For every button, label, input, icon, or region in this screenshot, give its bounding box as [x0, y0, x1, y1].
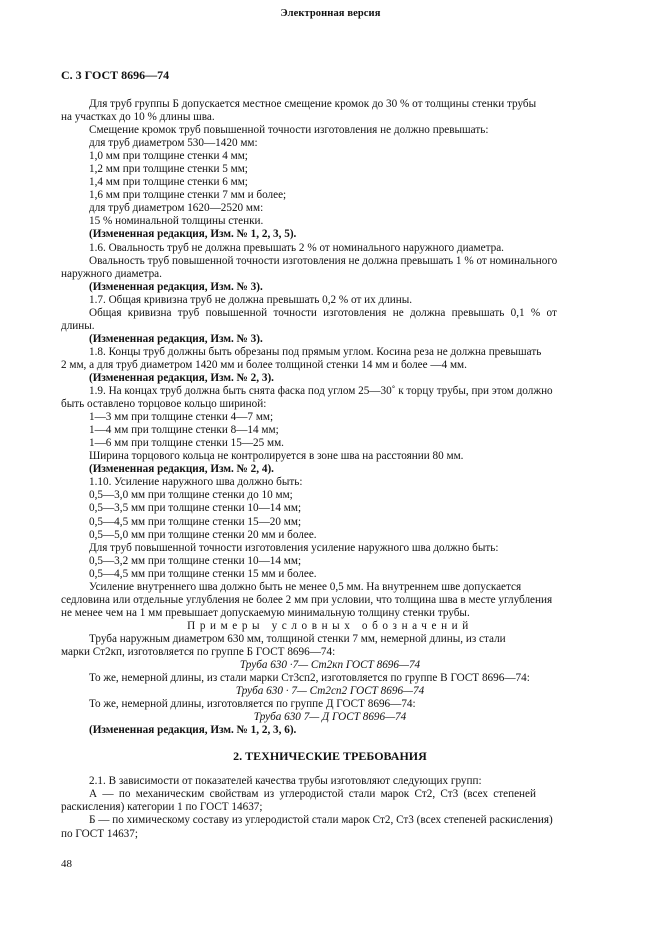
text-line: 1.7. Общая кривизна труб не должна превышать 0,2 % от их длины.: [89, 293, 413, 306]
text-line: 2 мм, а для труб диаметром 1420 мм и более толщиной стенки 14 мм и более —4 мм.: [61, 358, 467, 371]
text-line: А — по механическим свойствам из углеродистой стали марок Ст2, Ст3 (всех степеней: [89, 788, 536, 801]
text-line: То же, немерной длины, изготовляется по группе Д ГОСТ 8696—74:: [89, 698, 416, 711]
text-line: 1.6. Овальность труб не должна превышать 2 % от номинального наружного диаметра.: [89, 241, 504, 254]
amendment-note: (Измененная редакция, Изм. № 1, 2, 3, 6).: [89, 724, 297, 737]
text-line: для труб диаметром 1620—2520 мм:: [89, 202, 264, 215]
amendment-note: (Измененная редакция, Изм. № 1, 2, 3, 5).: [89, 228, 297, 241]
text-line: 1.10. Усиление наружного шва должно быть:: [89, 476, 303, 489]
text-line: 0,5—3,2 мм при толщине стенки 10—14 мм;: [89, 554, 302, 567]
text-line: 0,5—3,0 мм при толщине стенки до 10 мм;: [89, 489, 293, 502]
text-line: марки Ст2кп, изготовляется по группе Б ГОСТ 8696—74:: [61, 645, 336, 658]
text-line: Труба наружным диаметром 630 мм, толщиной стенки 7 мм, немерной длины, из стали: [89, 632, 506, 645]
text-line: не менее чем на 1 мм превышает допускаемую минимальную толщину стенки трубы.: [61, 606, 470, 619]
designation-example: Труба 630 7— Д ГОСТ 8696—74: [253, 711, 407, 724]
text-line: 1.9. На концах труб должна быть снята фаска под углом 25—30˚ к торцу трубы, при этом должно: [89, 385, 553, 398]
document-body: [61, 98, 599, 841]
text-line: наружного диаметра.: [61, 267, 162, 280]
text-line: Б — по химическому составу из углеродистой стали марок Ст2, Ст3 (всех степеней раскисления): [89, 814, 553, 827]
text-line: 1—6 мм при толщине стенки 15—25 мм.: [89, 437, 284, 450]
amendment-note: (Измененная редакция, Изм. № 3).: [89, 280, 263, 293]
amendment-note: (Измененная редакция, Изм. № 2, 3).: [89, 371, 274, 384]
designation-example: Труба 630 ·7— Ст2кп ГОСТ 8696—74: [239, 659, 421, 672]
text-line: 15 % номинальной толщины стенки.: [89, 215, 264, 228]
text-line: седловина или отдельные углубления не более 2 мм при условии, что толщина шва в месте углубления: [61, 593, 553, 606]
text-line: 1—3 мм при толщине стенки 4—7 мм;: [89, 411, 274, 424]
text-line: 1,2 мм при толщине стенки 5 мм;: [89, 163, 248, 176]
text-line: 1,0 мм при толщине стенки 4 мм;: [89, 150, 248, 163]
text-line: для труб диаметром 530—1420 мм:: [89, 137, 258, 150]
text-line: То же, немерной длины, из стали марки Ст3сп2, изготовляется по группе В ГОСТ 8696—74:: [89, 672, 530, 685]
text-line: раскисления) категории 1 по ГОСТ 14637;: [61, 801, 263, 814]
amendment-note: (Измененная редакция, Изм. № 3).: [89, 332, 263, 345]
document-reference: С. 3 ГОСТ 8696—74: [61, 68, 170, 82]
text-line: 1.8. Концы труб должны быть обрезаны под прямым углом. Косина реза не должна превышать: [89, 345, 542, 358]
page-number: 48: [61, 858, 72, 870]
text-line: 1,4 мм при толщине стенки 6 мм;: [89, 176, 248, 189]
section-title: 2. ТЕХНИЧЕСКИЕ ТРЕБОВАНИЯ: [233, 749, 427, 764]
text-line: 0,5—3,5 мм при толщине стенки 10—14 мм;: [89, 502, 302, 515]
text-line: 0,5—5,0 мм при толщине стенки 20 мм и более.: [89, 528, 317, 541]
text-line: 1—4 мм при толщине стенки 8—14 мм;: [89, 424, 279, 437]
text-line: на участках до 10 % длины шва.: [61, 111, 215, 124]
text-line: 0,5—4,5 мм при толщине стенки 15—20 мм;: [89, 515, 302, 528]
text-line: 0,5—4,5 мм при толщине стенки 15 мм и более.: [89, 567, 317, 580]
text-line: 1,6 мм при толщине стенки 7 мм и более;: [89, 189, 287, 202]
amendment-note: (Измененная редакция, Изм. № 2, 4).: [89, 463, 274, 476]
text-line: Для труб повышенной точности изготовления усиление наружного шва должно быть:: [89, 541, 499, 554]
text-line: быть оставлено торцовое кольцо шириной:: [61, 398, 267, 411]
text-line: Овальность труб повышенной точности изготовления не должна превышать 1 % от номинального: [89, 254, 558, 267]
text-line: Общая кривизна труб повышенной точности изготовления не должна превышать 0,1 % от: [89, 306, 557, 319]
text-line: по ГОСТ 14637;: [61, 827, 138, 840]
designation-example: Труба 630 · 7— Ст2сп2 ГОСТ 8696—74: [235, 685, 425, 698]
text-line: 2.1. В зависимости от показателей качества трубы изготовляют следующих групп:: [89, 775, 482, 788]
text-line: Для труб группы Б допускается местное смещение кромок до 30 % от толщины стенки трубы: [89, 98, 537, 110]
text-line: Ширина торцового кольца не контролируется в зоне шва на расстоянии 80 мм.: [89, 450, 464, 463]
text-line: Смещение кромок труб повышенной точности изготовления не должно превышать:: [89, 124, 489, 137]
text-line: Усиление внутреннего шва должно быть не менее 0,5 мм. На внутреннем шве допускается: [89, 580, 522, 593]
text-line: длины.: [61, 319, 95, 332]
examples-heading: Примеры условных обозначений: [187, 619, 473, 632]
electronic-version-header: Электронная версия: [280, 8, 381, 19]
